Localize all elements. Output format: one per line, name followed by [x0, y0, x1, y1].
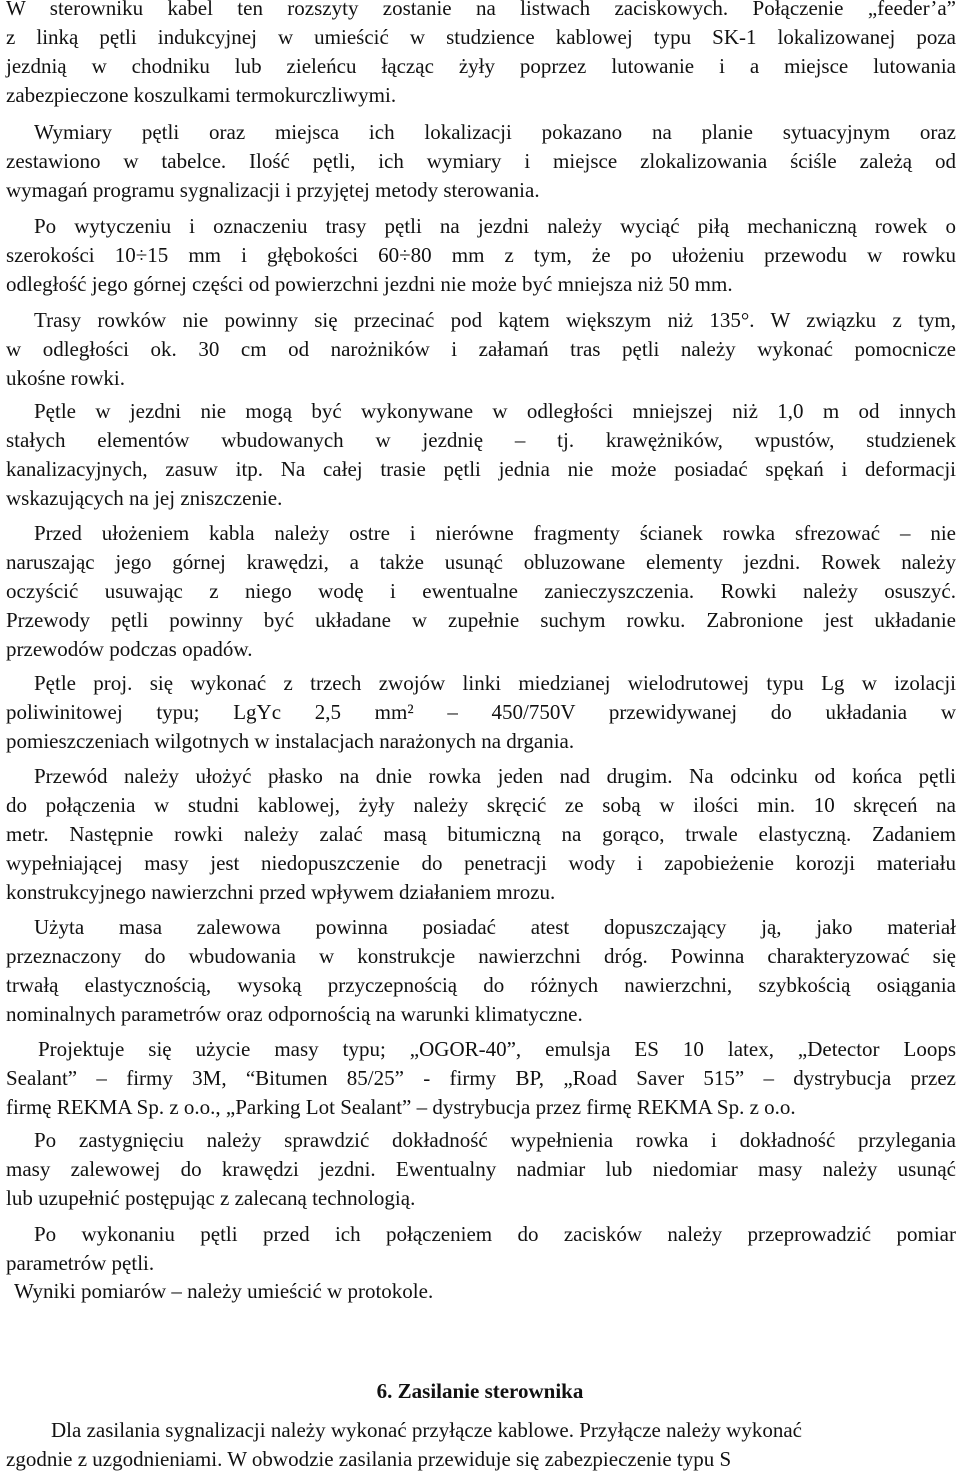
text-line: przeznaczony do wbudowania w konstrukcje nawierzchni dróg. Powinna charakteryzować się [6, 944, 956, 968]
text-line: przewodów podczas opadów. [6, 637, 253, 661]
text-line: zabezpieczone koszulkami termokurczliwymi. [6, 83, 397, 107]
text-line: Sealant” – firmy 3M, “Bitumen 85/25” - firmy BP, „Road Saver 515” – dystrybucja przez [6, 1066, 956, 1090]
text-line: z linką pętli indukcyjnej w umieścić w studzience kablowej typu SK-1 lokalizowanej poza [6, 25, 956, 49]
paragraph-groove-preparation [6, 519, 956, 664]
paragraph-loop-measurement [6, 1220, 956, 1278]
text-line: Dla zasilania sygnalizacji należy wykonać przyłącze kablowe. Przyłącze należy wykonać [51, 1418, 802, 1442]
text-line: w odległości ok. 30 cm od narożników i załamań tras pętli należy wykonać pomocnicze [6, 337, 956, 361]
paragraph-cable-terminals [6, 0, 956, 110]
paragraph-loop-dimensions [6, 118, 956, 205]
text-line: Po zastygnięciu należy sprawdzić dokładność wypełnienia rowka i dokładność przylegania [34, 1128, 956, 1152]
text-line: Użyta masa zalewowa powinna posiadać atest dopuszczający ją, jako materiał [34, 915, 956, 939]
text-line: W sterowniku kabel ten rozszyty zostanie na listwach zaciskowych. Połączenie „feeder’a” [6, 0, 956, 20]
text-line: jezdnią w chodniku lub zieleńcu łącząc żyły poprzez lutowanie i a miejsce lutowania [6, 54, 956, 78]
text-line: do połączenia w studni kablowej, żyły należy skręcić ze sobą w ilości min. 10 skręceń na [6, 793, 956, 817]
text-line: poliwinitowej typu; LgYc 2,5 mm² – 450/750V przewidywanej do układania w [6, 700, 956, 724]
paragraph-power-supply [6, 1416, 956, 1474]
text-line: kanalizacyjnych, zasuw itp. Na całej trasie pętli jednia nie może posiadać spękań i deformacji [6, 457, 956, 481]
text-line: parametrów pętli. [6, 1251, 155, 1275]
text-line: Przed ułożeniem kabla należy ostre i nierówne fragmenty ścianek rowka sfrezować – nie [34, 521, 956, 545]
text-line: firmę REKMA Sp. z o.o., „Parking Lot Sealant” – dystrybucja przez firmę REKMA Sp. z o.o. [6, 1095, 796, 1119]
text-line: szerokości 10÷15 mm i głębokości 60÷80 mm z tym, że po ułożeniu przewodu w rowku [6, 243, 956, 267]
paragraph-compound-types [6, 1035, 956, 1122]
text-line: wymagań programu sygnalizacji i przyjętej metody sterowania. [6, 178, 540, 202]
text-line: trwałą elastycznością, wysoką przyczepnością do różnych nawierzchni, szybkością osiągania [6, 973, 956, 997]
text-line: wypełniającej masy jest niedopuszczenie do penetracji wody i zapobieżenie korozji materiału [6, 851, 956, 875]
paragraph-loop-wire [6, 669, 956, 756]
text-line: pomieszczeniach wilgotnych w instalacjach narażonych na drgania. [6, 729, 575, 753]
text-line: Wymiary pętli oraz miejsca ich lokalizacji pokazano na planie sytuacyjnym oraz [34, 120, 956, 144]
text-line: masy zalewowej do krawędzi jezdni. Ewentualny nadmiar lub niedomiar masy należy usunąć [6, 1157, 956, 1181]
paragraph-measurement-results [6, 1277, 956, 1306]
text-line: Projektuje się użycie masy typu; „OGOR-40”, emulsja ES 10 latex, „Detector Loops [38, 1037, 956, 1061]
text-line: Po wytyczeniu i oznaczeniu trasy pętli na jezdni należy wyciąć piłą mechaniczną rowek o [34, 214, 956, 238]
text-line: ukośne rowki. [6, 366, 125, 390]
text-line: Przewody pętli powinny być układane w zupełnie suchym rowku. Zabronione jest układanie [6, 608, 956, 632]
paragraph-sealing-compound [6, 913, 956, 1029]
text-line: odległość jego górnej części od powierzchni jezdni nie może być mniejsza niż 50 mm. [6, 272, 733, 296]
text-line: zgodnie z uzgodnieniami. W obwodzie zasilania przewiduje się zabezpieczenie typu S [6, 1447, 732, 1471]
text-line: Przewód należy ułożyć płasko na dnie rowka jeden nad drugim. Na odcinku od końca pętli [34, 764, 956, 788]
text-line: Po wykonaniu pętli przed ich połączeniem do zacisków należy przeprowadzić pomiar [34, 1222, 956, 1246]
text-line: Trasy rowków nie powinny się przecinać pod kątem większym niż 135°. W związku z tym, [34, 308, 956, 332]
paragraph-wire-laying [6, 762, 956, 907]
text-line: oczyścić usuwając z niego wodę i ewentualne zanieczyszczenia. Rowki należy osuszyć. [6, 579, 956, 603]
text-line: metr. Następnie rowki należy zalać masą bitumiczną na gorąco, trwale elastyczną. Zadaniem [6, 822, 956, 846]
paragraph-groove-cutting [6, 212, 956, 299]
text-line: Wyniki pomiarów – należy umieścić w protokole. [14, 1279, 434, 1303]
text-line: naruszając jego górnej krawędzi, a także usunąć obluzowane elementy jezdni. Rowek należy [6, 550, 956, 574]
text-line: wskazujących na jej zniszczenie. [6, 486, 283, 510]
text-line: Pętle proj. się wykonać z trzech zwojów linki miedzianej wielodrutowej typu Lg w izolacji [34, 671, 956, 695]
paragraph-groove-angles [6, 306, 956, 393]
text-line: lub uzupełnić postępując z zalecaną technologią. [6, 1186, 416, 1210]
paragraph-after-setting [6, 1126, 956, 1213]
text-line: zestawiono w tabelce. Ilość pętli, ich wymiary i miejsce zlokalizowania ściśle zależą od [6, 149, 956, 173]
text-line: stałych elementów wbudowanych w jezdnię – tj. krawężników, wpustów, studzienek [6, 428, 956, 452]
text-line: konstrukcyjnego nawierzchni przed wpływem działaniem mrozu. [6, 880, 556, 904]
paragraph-loop-distance [6, 397, 956, 513]
text-line: Pętle w jezdni nie mogą być wykonywane w odległości mniejszej niż 1,0 m od innych [34, 399, 956, 423]
text-line: nominalnych parametrów oraz odpornością na warunki klimatyczne. [6, 1002, 583, 1026]
section-heading: 6. Zasilanie sterownika [376, 1379, 584, 1403]
